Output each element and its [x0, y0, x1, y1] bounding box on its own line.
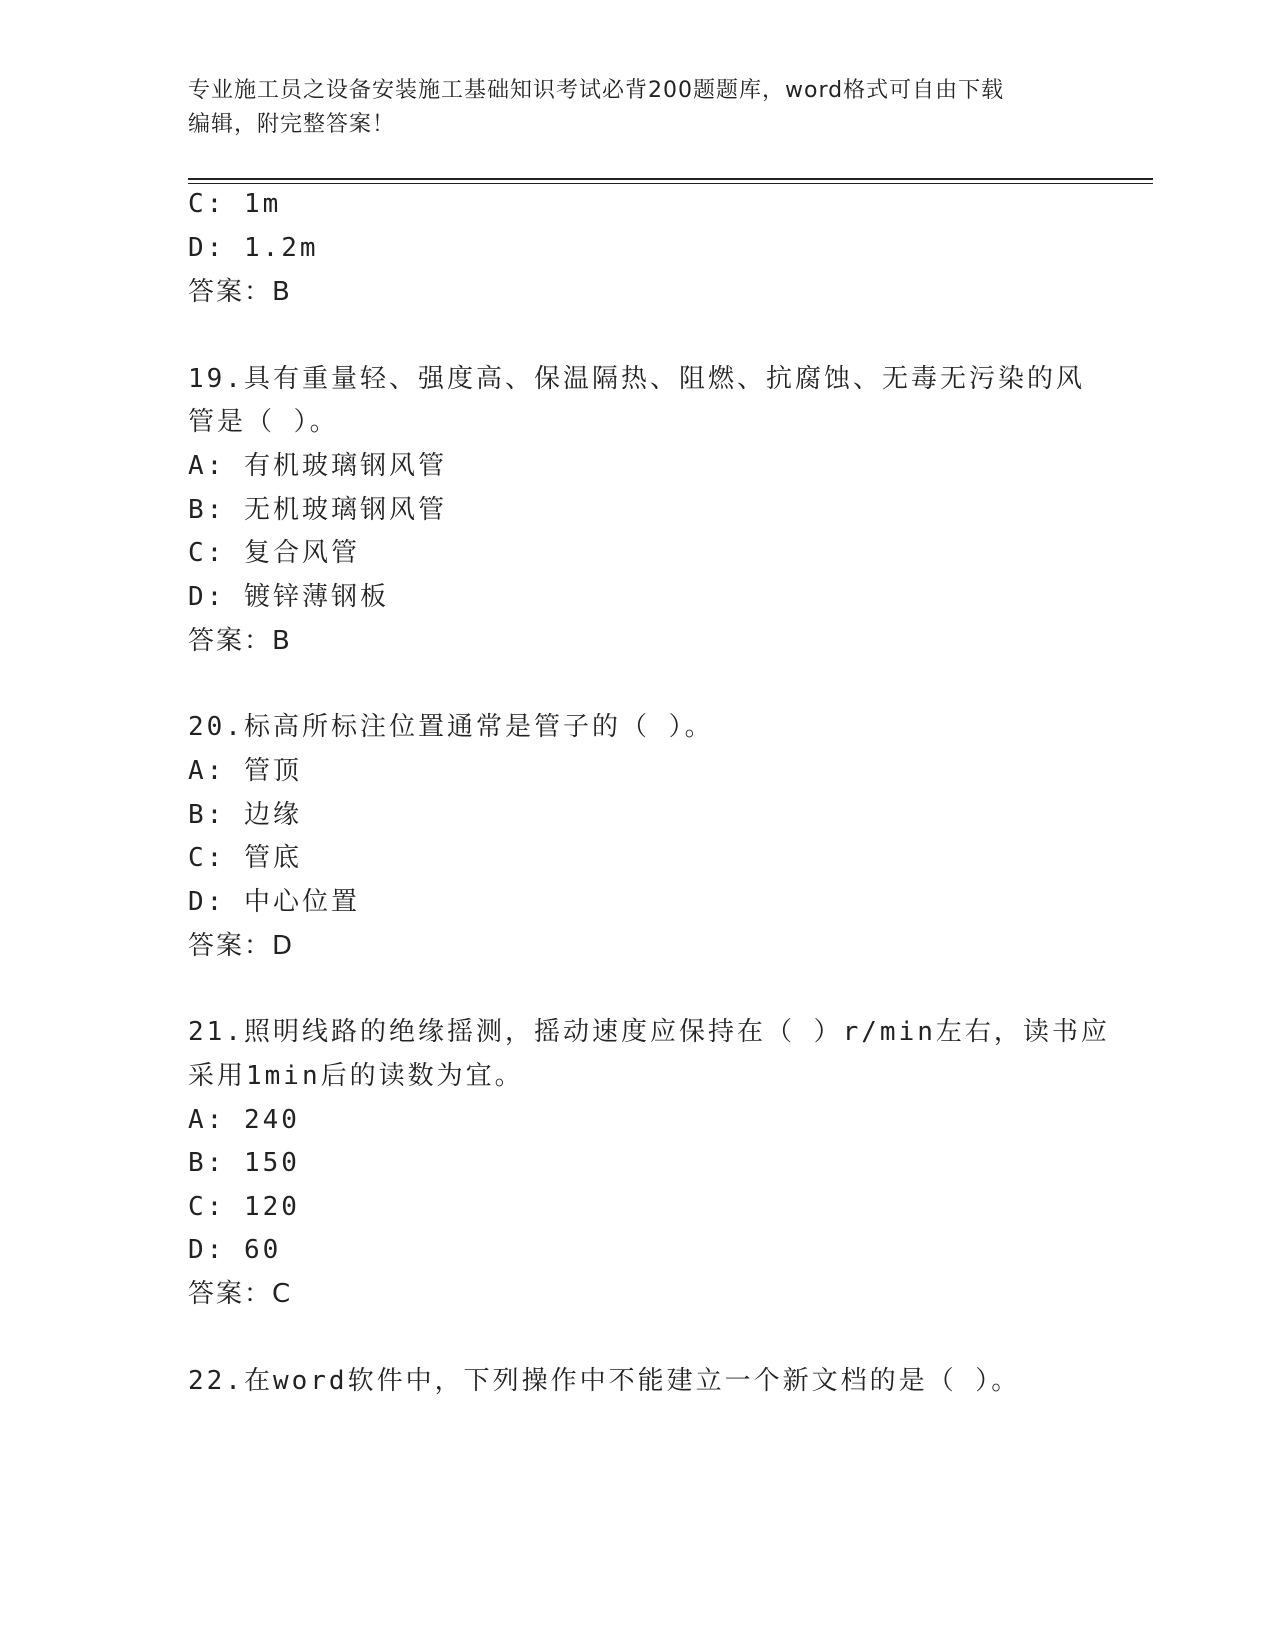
- q21-option-a: A: 240: [188, 1105, 300, 1135]
- q19-stem-line-2: 管是（ ）。: [188, 407, 339, 437]
- header-divider-thin: [188, 183, 1153, 184]
- q18-option-d: D: 1.2m: [188, 233, 319, 263]
- q19-stem-line-1: 19.具有重量轻、强度高、保温隔热、阻燃、抗腐蚀、无毒无污染的风: [188, 364, 1085, 394]
- q19-answer: 答案：B: [188, 626, 292, 656]
- q21-stem-line-1: 21.照明线路的绝缘摇测，摇动速度应保持在（ ）r/min左右，读书应: [188, 1017, 1110, 1047]
- q21-option-b: B: 150: [188, 1148, 300, 1178]
- q20-option-a: A: 管顶: [188, 756, 302, 786]
- header-divider-thick: [188, 178, 1153, 180]
- q20-option-b: B: 边缘: [188, 800, 302, 830]
- q20-option-c: C: 管底: [188, 843, 302, 873]
- document-header: [188, 74, 1068, 142]
- q20-option-d: D: 中心位置: [188, 887, 360, 917]
- q21-stem-line-2: 采用1min后的读数为宜。: [188, 1061, 524, 1091]
- q20-stem-line-1: 20.标高所标注位置通常是管子的（ ）。: [188, 712, 714, 742]
- q19-option-a: A: 有机玻璃钢风管: [188, 451, 447, 481]
- q22-stem-line-1: 22.在word软件中，下列操作中不能建立一个新文档的是（ ）。: [188, 1366, 1021, 1396]
- header-line-2: 编辑，附完整答案！: [188, 112, 396, 137]
- q19-option-b: B: 无机玻璃钢风管: [188, 495, 447, 525]
- q19-option-d: D: 镀锌薄钢板: [188, 582, 389, 612]
- q21-option-c: C: 120: [188, 1192, 300, 1222]
- q21-answer: 答案：C: [188, 1279, 293, 1309]
- q20-answer: 答案：D: [188, 931, 295, 961]
- q18-answer: 答案：B: [188, 277, 292, 307]
- q21-option-d: D: 60: [188, 1235, 282, 1265]
- q19-option-c: C: 复合风管: [188, 538, 360, 568]
- q18-option-c: C: 1m: [188, 189, 282, 219]
- header-line-1: 专业施工员之设备安装施工基础知识考试必背200题题库，word格式可自由下载: [188, 78, 1005, 103]
